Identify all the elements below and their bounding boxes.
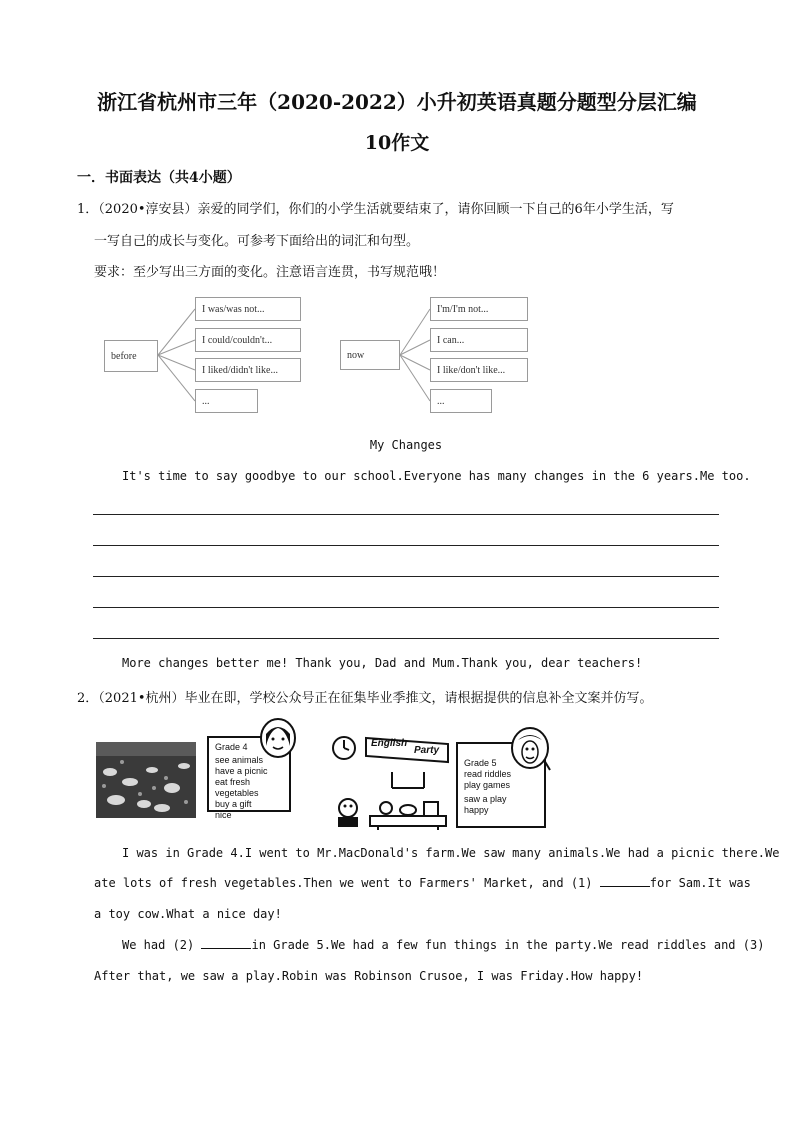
girl-face-icon	[258, 716, 298, 760]
q2-p2-line1	[122, 938, 764, 952]
grade4-line: eat fresh vegetables	[215, 777, 259, 798]
q2-p1-line3: a toy cow.What a nice day!	[94, 907, 282, 921]
q2-number: 2．	[77, 691, 99, 706]
banner-text-party: Party	[414, 745, 440, 756]
section-heading: 一．书面表达（共4小题）	[77, 170, 241, 186]
writing-line[interactable]	[93, 638, 719, 639]
q2-source: （2021•杭州）	[98, 691, 185, 706]
q1-prompt-line2: 一写自己的成长与变化。可参考下面给出的词汇和句型。	[94, 234, 420, 249]
answer-blank-1[interactable]	[600, 876, 650, 887]
now-label: now	[340, 340, 400, 370]
grade5-line: play games	[464, 780, 511, 790]
q2-prompt	[77, 687, 653, 706]
now-item: ...	[430, 389, 492, 413]
boy-face-icon	[508, 724, 552, 774]
essay-closing: More changes better me! Thank you, Dad and Mum.Thank you, dear teachers!	[122, 656, 643, 670]
q1-number: 1．	[77, 202, 99, 217]
before-item: I liked/didn't like...	[195, 358, 301, 382]
grade4-line: have a picnic	[215, 766, 268, 776]
before-item: ...	[195, 389, 258, 413]
before-item: I could/couldn't...	[195, 328, 301, 352]
document-title-line2: 10作文	[364, 132, 430, 154]
grade4-line: nice	[215, 810, 232, 820]
writing-line[interactable]	[93, 514, 719, 515]
grade5-line: read riddles	[464, 769, 512, 779]
clock-icon	[330, 734, 358, 762]
writing-line[interactable]	[93, 576, 719, 577]
before-connectors	[158, 309, 195, 401]
q2-p1-line2	[94, 876, 751, 890]
document-title-line1: 浙江省杭州市三年（2020-2022）小升初英语真题分题型分层汇编	[97, 90, 697, 114]
answer-blank-2[interactable]	[201, 938, 251, 949]
q2-p1-line2-text: ate lots of fresh vegetables.Then we went to Farmers' Market, and (1)	[94, 876, 600, 890]
now-item: I like/don't like...	[430, 358, 528, 382]
q1-source: （2020•淳安县）	[98, 202, 198, 217]
writing-line[interactable]	[93, 607, 719, 608]
q2-p1-line2-text-after: for Sam.It was	[649, 876, 751, 890]
essay-opening: It's time to say goodbye to our school.Everyone has many changes in the 6 years.Me too.	[122, 469, 751, 483]
q1-prompt-text: 亲爱的同学们，你们的小学生活就要结束了，请你回顾一下自己的6年小学生活，写	[197, 202, 674, 217]
before-label: before	[104, 340, 158, 372]
q2-p2-line2: After that, we saw a play.Robin was Robinson Crusoe, I was Friday.How happy!	[94, 969, 644, 983]
grade4-line: Grade 4	[215, 742, 248, 752]
now-item: I can...	[430, 328, 528, 352]
q2-p2-line1-text: We had (2)	[122, 938, 202, 952]
grade5-line: happy	[464, 805, 489, 815]
grade5-line: saw a play	[464, 794, 507, 804]
farm-photo	[96, 742, 196, 818]
q2-p2-line1-text-after: in Grade 5.We had a few fun things in the party.We read riddles and (3)	[251, 938, 765, 952]
grade5-line: Grade 5	[464, 758, 497, 768]
now-connectors	[400, 309, 430, 401]
party-banner	[362, 734, 452, 764]
banner-text-english: English	[371, 738, 408, 749]
before-item: I was/was not...	[195, 297, 301, 321]
essay-title: My Changes	[369, 438, 443, 452]
grade4-line: buy a gift	[215, 799, 252, 809]
party-scene-illustration	[334, 764, 454, 830]
now-item: I'm/I'm not...	[430, 297, 528, 321]
q2-p1-line1: I was in Grade 4.I went to Mr.MacDonald's farm.We saw many animals.We had a picnic there.We	[122, 846, 780, 860]
q1-prompt-line1	[77, 198, 674, 217]
farm-animals-illustration	[96, 742, 196, 818]
q1-requirement: 要求：至少写出三方面的变化。注意语言连贯，书写规范哦！	[94, 265, 446, 280]
writing-line[interactable]	[93, 545, 719, 546]
grade4-line: see animals	[215, 755, 264, 765]
q2-prompt-text: 毕业在即，学校公众号正在征集毕业季推文，请根据提供的信息补全文案并仿写。	[184, 691, 653, 706]
